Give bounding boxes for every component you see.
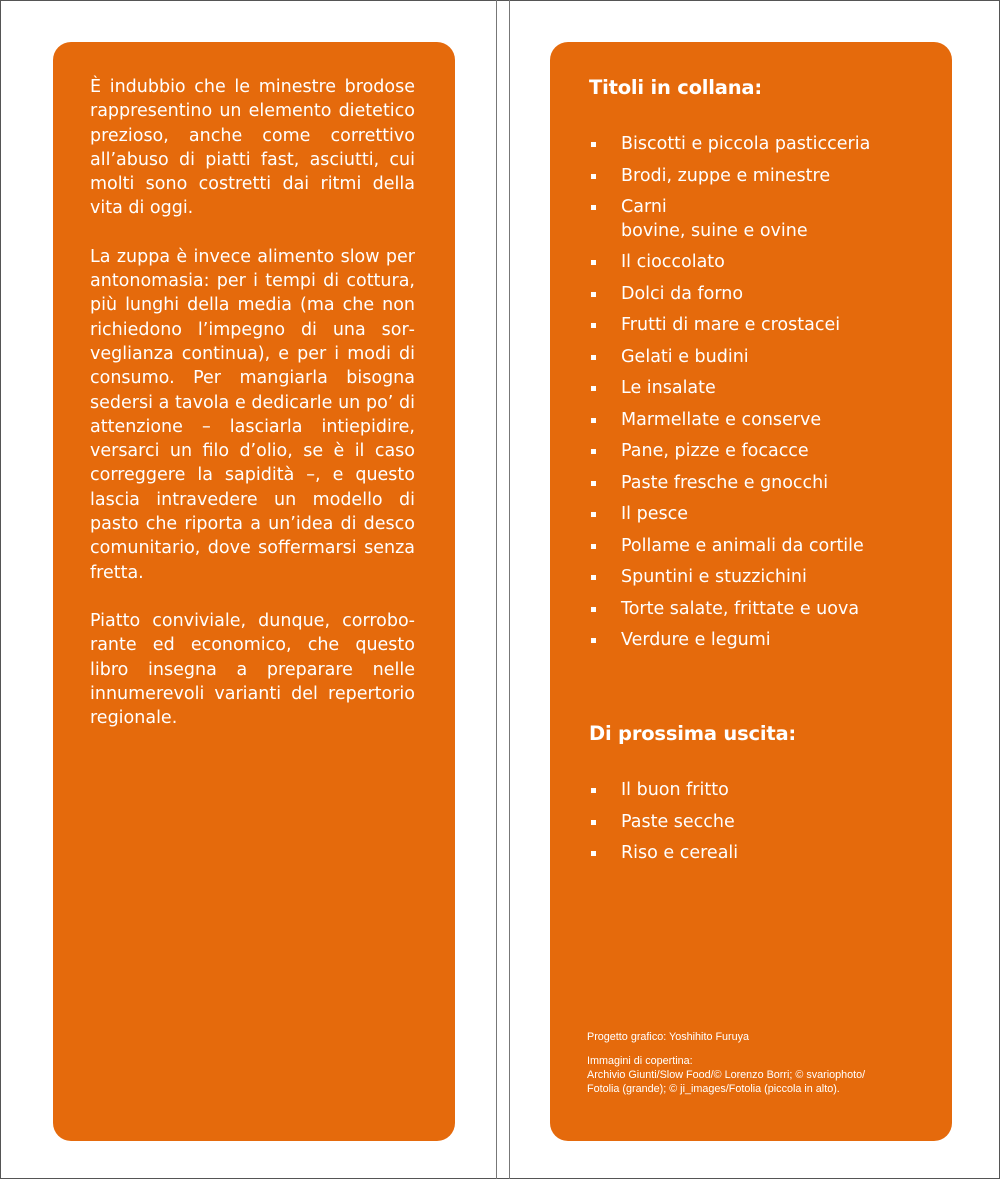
design-credit: Progetto grafico: Yoshihito Furuya bbox=[587, 1031, 750, 1043]
bullet-icon bbox=[591, 481, 596, 486]
bullet-icon bbox=[591, 418, 596, 423]
fold-line-left bbox=[496, 0, 497, 1179]
list-item bbox=[589, 165, 929, 189]
list-item bbox=[589, 196, 929, 243]
list-item bbox=[589, 566, 929, 590]
intro-text bbox=[90, 75, 415, 754]
bullet-icon bbox=[591, 142, 596, 147]
list-item bbox=[589, 283, 929, 307]
bullet-icon bbox=[591, 292, 596, 297]
list-item-label: Pane, pizze e focacce bbox=[621, 441, 809, 461]
paragraph-1: È indubbio che le minestre brodose rappresentino un elemento dietetico prezioso, anche come correttivo all’abuso di piatti fast, asciutti, cui molti sono costretti dai ritmi della vita di oggi. bbox=[90, 77, 415, 219]
bullet-icon bbox=[591, 323, 596, 328]
list-item bbox=[589, 842, 929, 866]
bullet-icon bbox=[591, 820, 596, 825]
list-item bbox=[589, 535, 929, 559]
bullet-icon bbox=[591, 260, 596, 265]
list-item-label: Il buon fritto bbox=[621, 780, 729, 800]
bullet-icon bbox=[591, 205, 596, 210]
list-item bbox=[589, 472, 929, 496]
list-item bbox=[589, 779, 929, 803]
list-item-label: Il cioccolato bbox=[621, 252, 725, 272]
bullet-icon bbox=[591, 544, 596, 549]
list-item bbox=[589, 409, 929, 433]
paragraph-2: La zuppa è invece alimento slow per antonomasia: per i tempi di cottura, più lunghi della media (ma che non richiedono l’impegno di una sorveglianza continua), e per i modi di consumo. Per mangiarla bisogna sedersi a tavola e dedicarle un po’ di attenzione – lasciarla intiepidire, versarci un filo d’olio, se è il caso correggere la sapidità –, e questo lascia intravedere un modello di pasto che riporta a un’idea di desco comunitario, dove soffermarsi senza fretta. bbox=[90, 246, 415, 583]
list-item-label: Pollame e animali da cortile bbox=[621, 535, 864, 556]
bullet-icon bbox=[591, 638, 596, 643]
images-credit-line-2: Fotolia (grande); © ji_images/Fotolia (piccola in alto). bbox=[587, 1083, 840, 1095]
list-item-label: Gelati e budini bbox=[621, 346, 749, 367]
list-item-label: Carni bovine, suine e ovine bbox=[621, 197, 808, 241]
list-item bbox=[589, 314, 929, 338]
list-item-label: Riso e cereali bbox=[621, 843, 739, 863]
list-item-label: Paste fresche e gnocchi bbox=[621, 472, 829, 493]
list-item bbox=[589, 440, 929, 464]
list-item-label: Verdure e legumi bbox=[621, 630, 771, 650]
bullet-icon bbox=[591, 449, 596, 454]
bullet-icon bbox=[591, 355, 596, 360]
list-item-label: Paste secche bbox=[621, 811, 735, 832]
bullet-icon bbox=[591, 607, 596, 612]
list-item-label: Dolci da forno bbox=[621, 283, 744, 304]
paragraph-3: Piatto conviviale, dunque, corroborante ed economico, che questo libro insegna a preparare nelle innumerevoli varianti del repertorio regionale. bbox=[90, 610, 415, 729]
list-item bbox=[589, 133, 929, 157]
left-panel bbox=[53, 42, 455, 1141]
bullet-icon bbox=[591, 851, 596, 856]
upcoming-heading: Di prossima uscita: bbox=[589, 722, 797, 745]
list-item-label: Marmellate e conserve bbox=[621, 409, 822, 430]
list-item bbox=[589, 346, 929, 370]
upcoming-list bbox=[589, 779, 929, 874]
bullet-icon bbox=[591, 788, 596, 793]
list-item-label: Spuntini e stuzzichini bbox=[621, 567, 807, 587]
list-item-label: Torte salate, frittate e uova bbox=[621, 598, 860, 619]
list-item-label: Biscotti e piccola pasticceria bbox=[621, 134, 871, 154]
list-item bbox=[589, 598, 929, 622]
images-credit-label: Immagini di copertina: bbox=[587, 1055, 693, 1067]
list-item-label: Il pesce bbox=[621, 504, 688, 524]
bullet-icon bbox=[591, 512, 596, 517]
list-item-label: Frutti di mare e crostacei bbox=[621, 315, 841, 335]
list-item-label: Le insalate bbox=[621, 378, 716, 398]
series-heading: Titoli in collana: bbox=[589, 76, 762, 99]
list-item bbox=[589, 503, 929, 527]
images-credit-line-1: Archivio Giunti/Slow Food/© Lorenzo Borri; © svariophoto/ bbox=[587, 1069, 866, 1081]
list-item bbox=[589, 629, 929, 653]
fold-line-right bbox=[509, 0, 510, 1179]
right-panel bbox=[550, 42, 952, 1141]
credits bbox=[587, 1030, 927, 1096]
list-item bbox=[589, 811, 929, 835]
series-list bbox=[589, 133, 929, 661]
bullet-icon bbox=[591, 386, 596, 391]
list-item-label: Brodi, zuppe e minestre bbox=[621, 165, 831, 186]
bullet-icon bbox=[591, 575, 596, 580]
list-item bbox=[589, 377, 929, 401]
bullet-icon bbox=[591, 174, 596, 179]
list-item bbox=[589, 251, 929, 275]
